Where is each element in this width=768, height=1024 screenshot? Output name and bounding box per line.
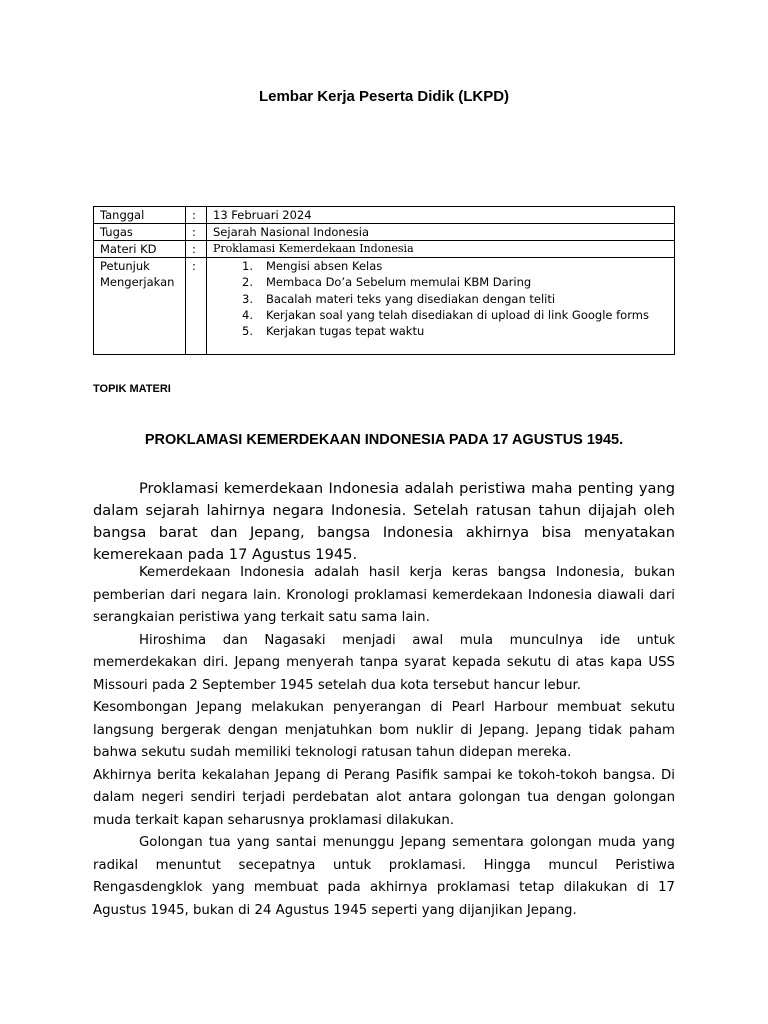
row-value-petunjuk (207, 258, 675, 355)
table-row (94, 207, 675, 224)
list-item-text: Kerjakan soal yang telah disediakan di upload di link Google forms (266, 307, 649, 322)
paragraph: Kemerdekaan Indonesia adalah hasil kerja keras bangsa Indonesia, bukan pemberian dari negara lain. Kronologi proklamasi kemerdekaan Indonesia diawali dari serangkaian peristiwa yang terkait satu sama lain. (93, 565, 675, 625)
petunjuk-label-line2: Mengerjakan (100, 275, 175, 289)
list-item-number: 5. (242, 324, 253, 339)
row-label-tugas: Tugas (94, 224, 186, 241)
list-item (213, 323, 668, 339)
row-label-materi-kd: Materi KD (94, 241, 186, 258)
table-row (94, 241, 675, 258)
list-item-text: Bacalah materi teks yang disediakan dengan teliti (266, 291, 556, 306)
list-item (213, 274, 668, 290)
list-item-number: 1. (242, 259, 253, 273)
list-item (213, 307, 668, 323)
paragraph: Kesombongan Jepang melakukan penyerangan di Pearl Harbour membuat sekutu langsung bergerak dengan menjatuhkan bom nuklir di Jepang. Jepang tidak paham bahwa sekutu sudah memiliki teknologi ratusan tahun didepan mereka. (93, 700, 675, 760)
list-item-number: 4. (242, 307, 253, 322)
instruction-list (213, 258, 668, 339)
row-value-materi-kd: Proklamasi Kemerdekaan Indonesia (207, 241, 675, 258)
list-item (213, 291, 668, 307)
row-separator: : (186, 258, 207, 355)
paragraph: Proklamasi kemerdekaan Indonesia adalah peristiwa maha penting yang dalam sejarah lahirnya negara Indonesia. Setelah ratusan tahun dijajah oleh bangsa barat dan Jepang, bangsa Indonesia akhirnya bisa menyatakan kemerekaan pada 17 Agustus 1945. (93, 480, 675, 563)
row-value-tugas: Sejarah Nasional Indonesia (207, 224, 675, 241)
paragraph: Hiroshima dan Nagasaki menjadi awal mula munculnya ide untuk memerdekakan diri. Jepang menyerah tanpa syarat kepada sekutu di atas kapa USS Missouri pada 2 September 1945 setelah dua kota tersebut hancur lebur. (93, 632, 675, 693)
topik-materi-label: TOPIK MATERI (93, 383, 171, 395)
row-separator: : (186, 241, 207, 258)
row-separator: : (186, 224, 207, 241)
list-item (213, 258, 668, 274)
paragraph: Golongan tua yang santai menunggu Jepang sementara golongan muda yang radikal menuntut secepatnya untuk proklamasi. Hingga muncul Peristiwa Rengasdengklok yang membuat pada akhirnya proklamasi tetap dilakukan di 17 Agustus 1945, bukan di 24 Agustus 1945 seperti yang dijanjikan Jepang. (93, 835, 675, 918)
intro-paragraph-block (93, 478, 675, 566)
row-separator: : (186, 207, 207, 224)
row-label-tanggal: Tanggal (94, 207, 186, 224)
table-row (94, 224, 675, 241)
info-table (93, 206, 675, 355)
list-item-number: 3. (242, 291, 253, 306)
document-title: Lembar Kerja Peserta Didik (LKPD) (258, 88, 510, 105)
list-item-text: Membaca Do’a Sebelum memulai KBM Daring (266, 275, 532, 290)
list-item-text: Kerjakan tugas tepat waktu (266, 324, 425, 339)
row-label-petunjuk (94, 258, 186, 355)
list-item-number: 2. (242, 275, 253, 290)
paragraph: Akhirnya berita kekalahan Jepang di Perang Pasifik sampai ke tokoh-tokoh bangsa. Di dalam negeri sendiri terjadi perdebatan alot antara golongan tua dengan golongan muda terkait kapan seharusnya proklamasi dilakukan. (93, 767, 675, 828)
table-row (94, 258, 675, 355)
list-item-text: Mengisi absen Kelas (266, 259, 383, 273)
petunjuk-label-line1: Petunjuk (100, 259, 150, 273)
body-paragraph-block (93, 562, 675, 922)
material-headline: PROKLAMASI KEMERDEKAAN INDONESIA PADA 17 AGUSTUS 1945. (144, 432, 624, 448)
row-value-tanggal: 13 Februari 2024 (207, 207, 675, 224)
